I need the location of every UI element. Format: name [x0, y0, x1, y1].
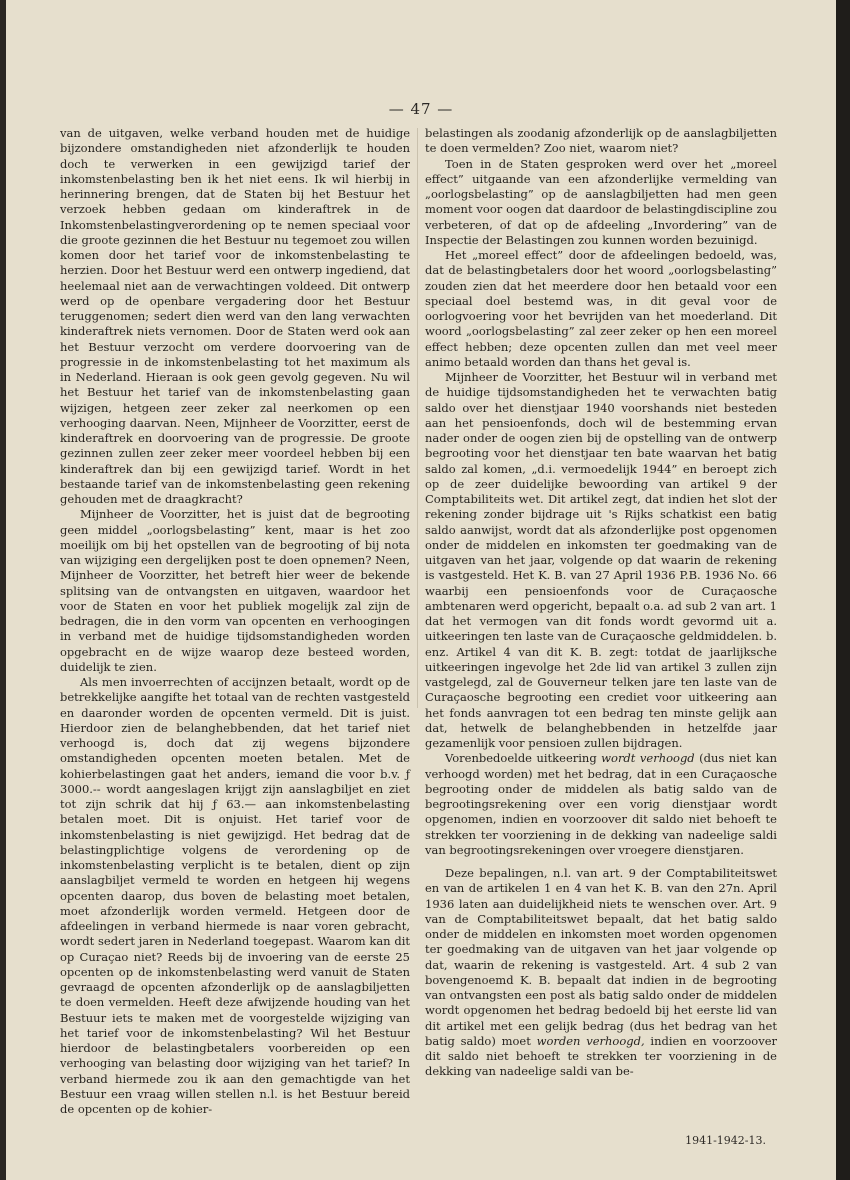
- paragraph: Het „moreel effect” door de afdeelingen bedoeld, was, dat de belastingbetalers door het woord „oorlogsbelasting” zouden zien dat het meerdere door hen betaald voor een speciaal doel bestemd was, in dit geval voor de oorlogvoering voor het bevrijden van het moederland. Dit woord „oorlogsbelasting” zal zeer zeker op hen een moreel effect hebben; deze opcenten zullen dan met veel meer animo betaald worden dan thans het geval is.: [425, 248, 777, 369]
- column-divider: [417, 128, 418, 708]
- footer-code: 1941-1942-13.: [685, 1134, 766, 1147]
- paragraph: Toen in de Staten gesproken werd over het „moreel effect” uitgaande van een afzonderlijke vermelding van „oorlogsbelasting” op de aanslagbiljetten had men geen moment voor oogen dat daardoor de belastingdiscipline zou verbeteren, of dat op de afdeeling „Invordering” van de Inspectie der Belastingen zou kunnen worden bezuinigd.: [425, 156, 777, 247]
- scan-edge: [836, 0, 850, 1180]
- paragraph: van de uitgaven, welke verband houden met de huidige bijzondere omstandigheden niet afzonderlijk te houden doch te verwerken in een gewijzigd tarief der inkomstenbelasting ben ik het niet eens. Ik wil hierbij in herinnering brengen, dat de Staten bij het Bestuur het verzoek hebben gedaan om kinderaftrek in de Inkomstenbelastingverordening op te nemen speciaal voor die groote gezinnen die het Bestuur nu tegemoet zou willen komen door het tarief voor de inkomstenbelasting te herzien. Door het Bestuur werd een ontwerp ingediend, dat heelemaal niet aan de verwachtingen voldeed. Dit ontwerp werd op de openbare vergadering door het Bestuur teruggenomen; sedert dien werd van den lang verwachten kinderaftrek niets vernomen. Door de Staten werd ook aan het Bestuur verzocht om verdere doorvoering van de progressie in de inkomstenbelasting tot het maximum als in Nederland. Hieraan is ook geen gevolg gegeven. Nu wil het Bestuur het tarief van de inkomstenbelasting gaan wijzigen, hetgeen zeer zeker zal neerkomen op een verhooging daarvan. Neen, Mijnheer de Voorzitter, eerst de kinderaftrek en doorvoering van de progressie. De groote gezinnen zullen zeer zeker meer voordeel hebben bij een kinderaftrek dan bij een gewijzigd tarief. Wordt in het bestaande tarief van de inkomstenbelasting geen rekening gehouden met de draagkracht?: [60, 126, 410, 506]
- paragraph: Mijnheer de Voorzitter, het Bestuur wil in verband met de huidige tijdsomstandigheden het te verwachten batig saldo over het dienstjaar 1940 voorshands niet besteden aan het pensioenfonds, doch wil de bestemming ervan nader onder de oogen zien bij de opstelling van de ontwerp begrooting voor het dienstjaar ten bate waarvan het batig saldo zal komen, „d.i. vermoedelijk 1944” en beroept zich op de zeer duidelijke bewoording van artikel 9 der Comptabiliteits wet. Dit artikel zegt, dat indien het slot der rekening zonder bijdrage uit 's Rijks schatkist een batig saldo aanwijst, wordt dat als afzonderlijke post opgenomen onder de middelen en inkomsten ter goedmaking van de uitgaven van het jaar, volgende op dat waarin de rekening is vastgesteld. Het K. B. van 27 April 1936 P.B. 1936 No. 66 waarbij een pensioenfonds voor de Curaçaosche ambtenaren werd opgericht, bepaalt o.a. ad sub 2 van art. 1 dat het vermogen van dit fonds wordt gevormd uit a. uitkeeringen ten laste van de Curaçaosche geldmiddelen. b. enz. Artikel 4 van dit K. B. zegt: totdat de jaarlijksche uitkeeringen ingevolge het 2de lid van artikel 3 zullen zijn vastgelegd, zal de Gouverneur telken jare ten laste van de Curaçaosche begrooting een crediet voor uitkeering aan het fonds aanvragen tot een bedrag ten minste gelijk aan dat, hetwelk de belanghebbenden in hetzelfde jaar gezamenlijk voor pensioen zullen bijdragen.: [425, 370, 777, 750]
- paragraph: belastingen als zoodanig afzonderlijk op de aanslagbiljetten te doen vermelden? Zoo niet, waarom niet?: [425, 126, 777, 156]
- paragraph-text: Deze bepalingen, n.l. van art. 9 der Comptabiliteitswet en van de artikelen 1 en 4 van het K. B. van den 27n. April 1936 laten aan duidelijkheid niets te wenschen over. Art. 9 van de Comptabiliteitswet bepaalt, dat het batig saldo onder de middelen en inkomsten moet worden opgenomen ter goedmaking van de uitgaven van het jaar volgende op dat, waarin de rekening is vastgesteld. Art. 4 sub 2 van bovengenoemd K. B. bepaalt dat indien in de begrooting van ontvangsten een post als batig saldo onder de middelen wordt opgenomen het bedrag bedoeld bij het eerste lid van dit artikel met een gelijk bedrag (dus het bedrag van het batig saldo) moet: [425, 866, 777, 1048]
- paragraph: [425, 751, 777, 858]
- paragraph: Mijnheer de Voorzitter, het is juist dat de begrooting geen middel „oorlogsbelasting” kent, maar is het zoo moeilijk om bij het opstellen van de begrooting of bij nota van wijziging een dergelijken post te doen opnemen? Neen, Mijnheer de Voorzitter, het betreft hier weer de bekende splitsing van de ontvangsten en uitgaven, waardoor het voor de Staten en voor het publiek mogelijk zal zijn de bedragen, die in den vorm van opcenten en verhoogingen in verband met de huidige tijdsomstandigheden worden opgebracht en de wijze waarop deze besteed worden, duidelijk te zien.: [60, 507, 410, 674]
- paragraph: [425, 866, 777, 1080]
- paragraph-text: indien en voorzoover dit saldo niet behoeft te strekken ter voorziening in de dekking van nadeelige saldi van be-: [425, 1033, 777, 1079]
- paragraph-text: Vorenbedoelde uitkeering: [445, 751, 602, 766]
- left-column: [60, 126, 410, 1117]
- document-page: [6, 0, 836, 1180]
- paragraph: Als men invoerrechten of accijnzen betaalt, wordt op de betrekkelijke aangifte het totaal van de rechten vastgesteld en daaronder worden de opcenten vermeld. Dit is juist. Hierdoor zien de belanghebbenden, dat het tarief niet verhoogd is, doch dat zij wegens bijzondere omstandigheden opcenten moeten betalen. Met de kohierbelastingen gaat het anders, iemand die voor b.v. ƒ 3000.-- wordt aangeslagen krijgt zijn aanslagbiljet en ziet tot zijn schrik dat hij ƒ 63.— aan inkomstenbelasting betalen moet. Dit is onjuist. Het tarief voor de inkomstenbelasting is niet gewijzigd. Het bedrag dat de belastingplichtige volgens de verordening op de inkomstenbelasting verplicht is te betalen, dient op zijn aanslagbiljet vermeld te worden en hetgeen hij wegens opcenten daarop, dus boven de belasting moet betalen, moet afzonderlijk worden vermeld. Hetgeen door de afdeelingen in verband hiermede is naar voren gebracht, wordt sedert jaren in Nederland toegepast. Waarom kan dit op Curaçao niet? Reeds bij de invoering van de eerste 25 opcenten op de inkomstenbelasting werd vanuit de Staten gevraagd de opcenten afzonderlijk op de aanslagbiljetten te doen vermelden. Heeft deze afwijzende houding van het Bestuur iets te maken met de voorgestelde wijziging van het tarief voor de inkomstenbelasting? Wil het Bestuur hierdoor de belastingbetalers voorbereiden op een verhooging van belasting door wijziging van het tarief? In verband hiermede zou ik aan den gemachtigde van het Bestuur een vraag willen stellen n.l. is het Bestuur bereid de opcenten op de kohier-: [60, 675, 410, 1116]
- italic-text: worden verhoogd,: [536, 1033, 645, 1048]
- paragraph-text: (dus niet kan verhoogd worden) met het bedrag, dat in een Curaçaosche begrooting onder de middelen als batig saldo van de begrootingsrekening over een vorig dienstjaar wordt opgenomen, indien en voorzoover dit saldo niet behoeft te strekken ter voorziening in de dekking van nadeelige saldi van begrootingsrekeningen over vroegere dienstjaren.: [425, 751, 777, 857]
- italic-text: wordt verhoogd: [601, 751, 695, 766]
- page-number: — 47 —: [388, 100, 454, 118]
- right-column: [425, 126, 777, 1080]
